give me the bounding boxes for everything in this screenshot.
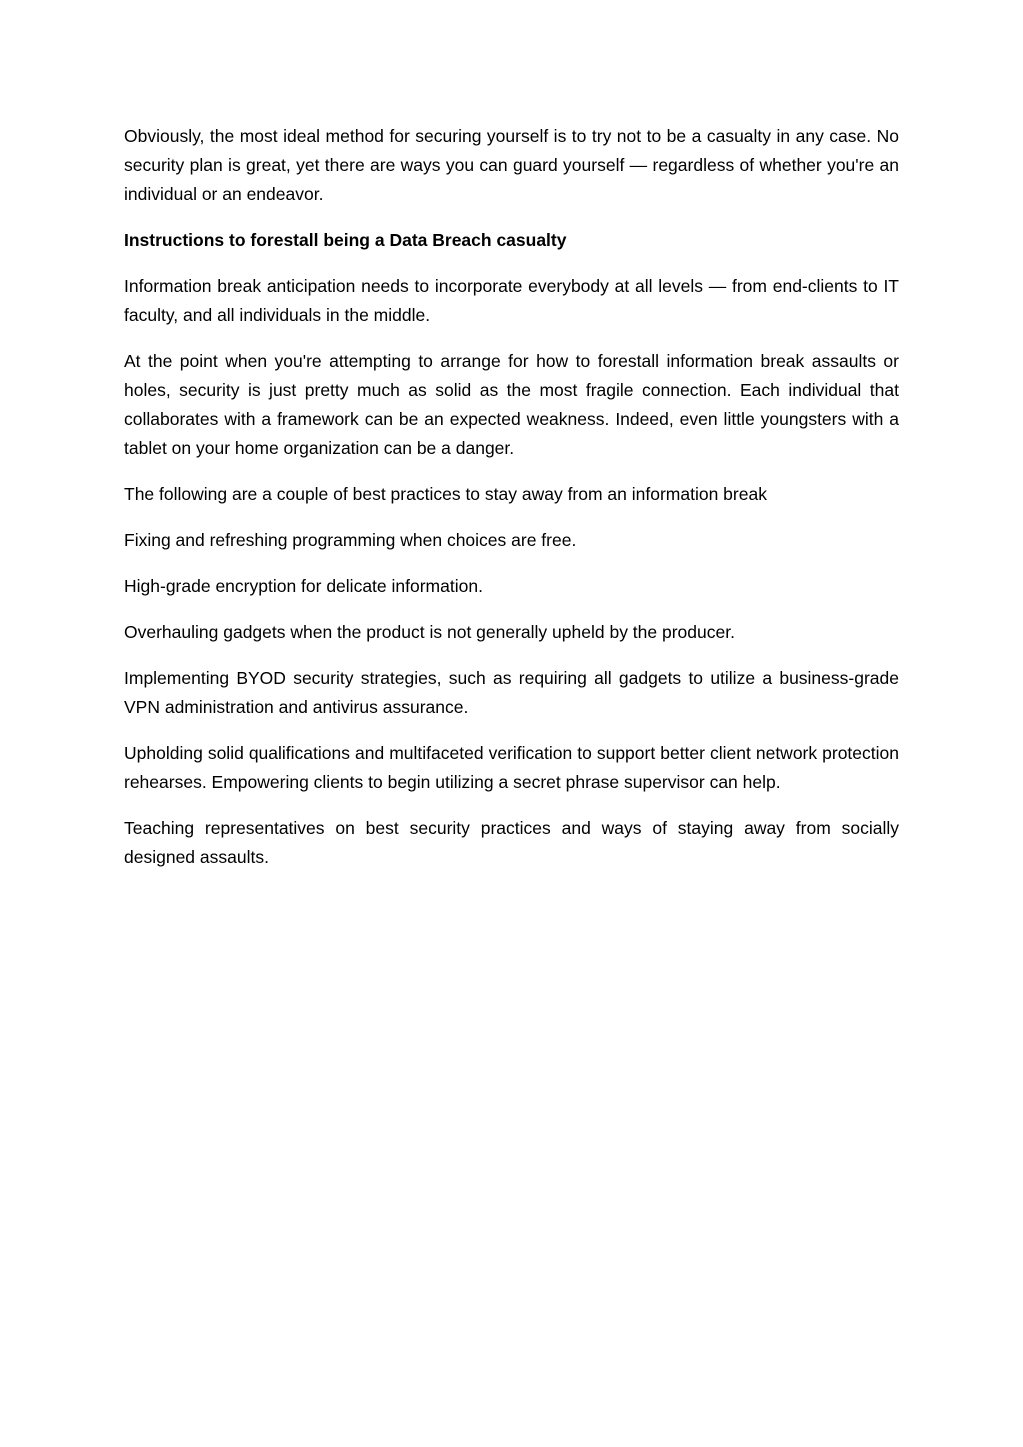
- practice-item-credentials: Upholding solid qualifications and multifaceted verification to support better client network protection rehearses. Empowering clients to begin utilizing a secret phrase supervisor can help.: [124, 743, 899, 792]
- practice-item-training: Teaching representatives on best security practices and ways of staying away from socially designed assaults.: [124, 818, 899, 867]
- paragraph-weakest-link: At the point when you're attempting to arrange for how to forestall information break assaults or holes, security is just pretty much as solid as the most fragile connection. Each individual that collaborates with a framework can be an expected weakness. Indeed, even little youngsters with a tablet on your home organization can be a danger.: [124, 351, 899, 458]
- paragraph-intro: Obviously, the most ideal method for securing yourself is to try not to be a casualty in any case. No security plan is great, yet there are ways you can guard yourself — regardless of whether you're an individual or an endeavor.: [124, 126, 899, 204]
- practice-item-patching: Fixing and refreshing programming when choices are free.: [124, 530, 577, 550]
- section-heading: Instructions to forestall being a Data Breach casualty: [124, 230, 567, 250]
- paragraph-best-practices-intro: The following are a couple of best practices to stay away from an information break: [124, 484, 767, 504]
- practice-item-encryption: High-grade encryption for delicate information.: [124, 576, 483, 596]
- document-body: [124, 122, 899, 889]
- paragraph-prevention: Information break anticipation needs to incorporate everybody at all levels — from end-clients to IT faculty, and all individuals in the middle.: [124, 276, 899, 325]
- practice-item-upgrading: Overhauling gadgets when the product is not generally upheld by the producer.: [124, 622, 735, 642]
- practice-item-byod: Implementing BYOD security strategies, such as requiring all gadgets to utilize a business-grade VPN administration and antivirus assurance.: [124, 668, 899, 717]
